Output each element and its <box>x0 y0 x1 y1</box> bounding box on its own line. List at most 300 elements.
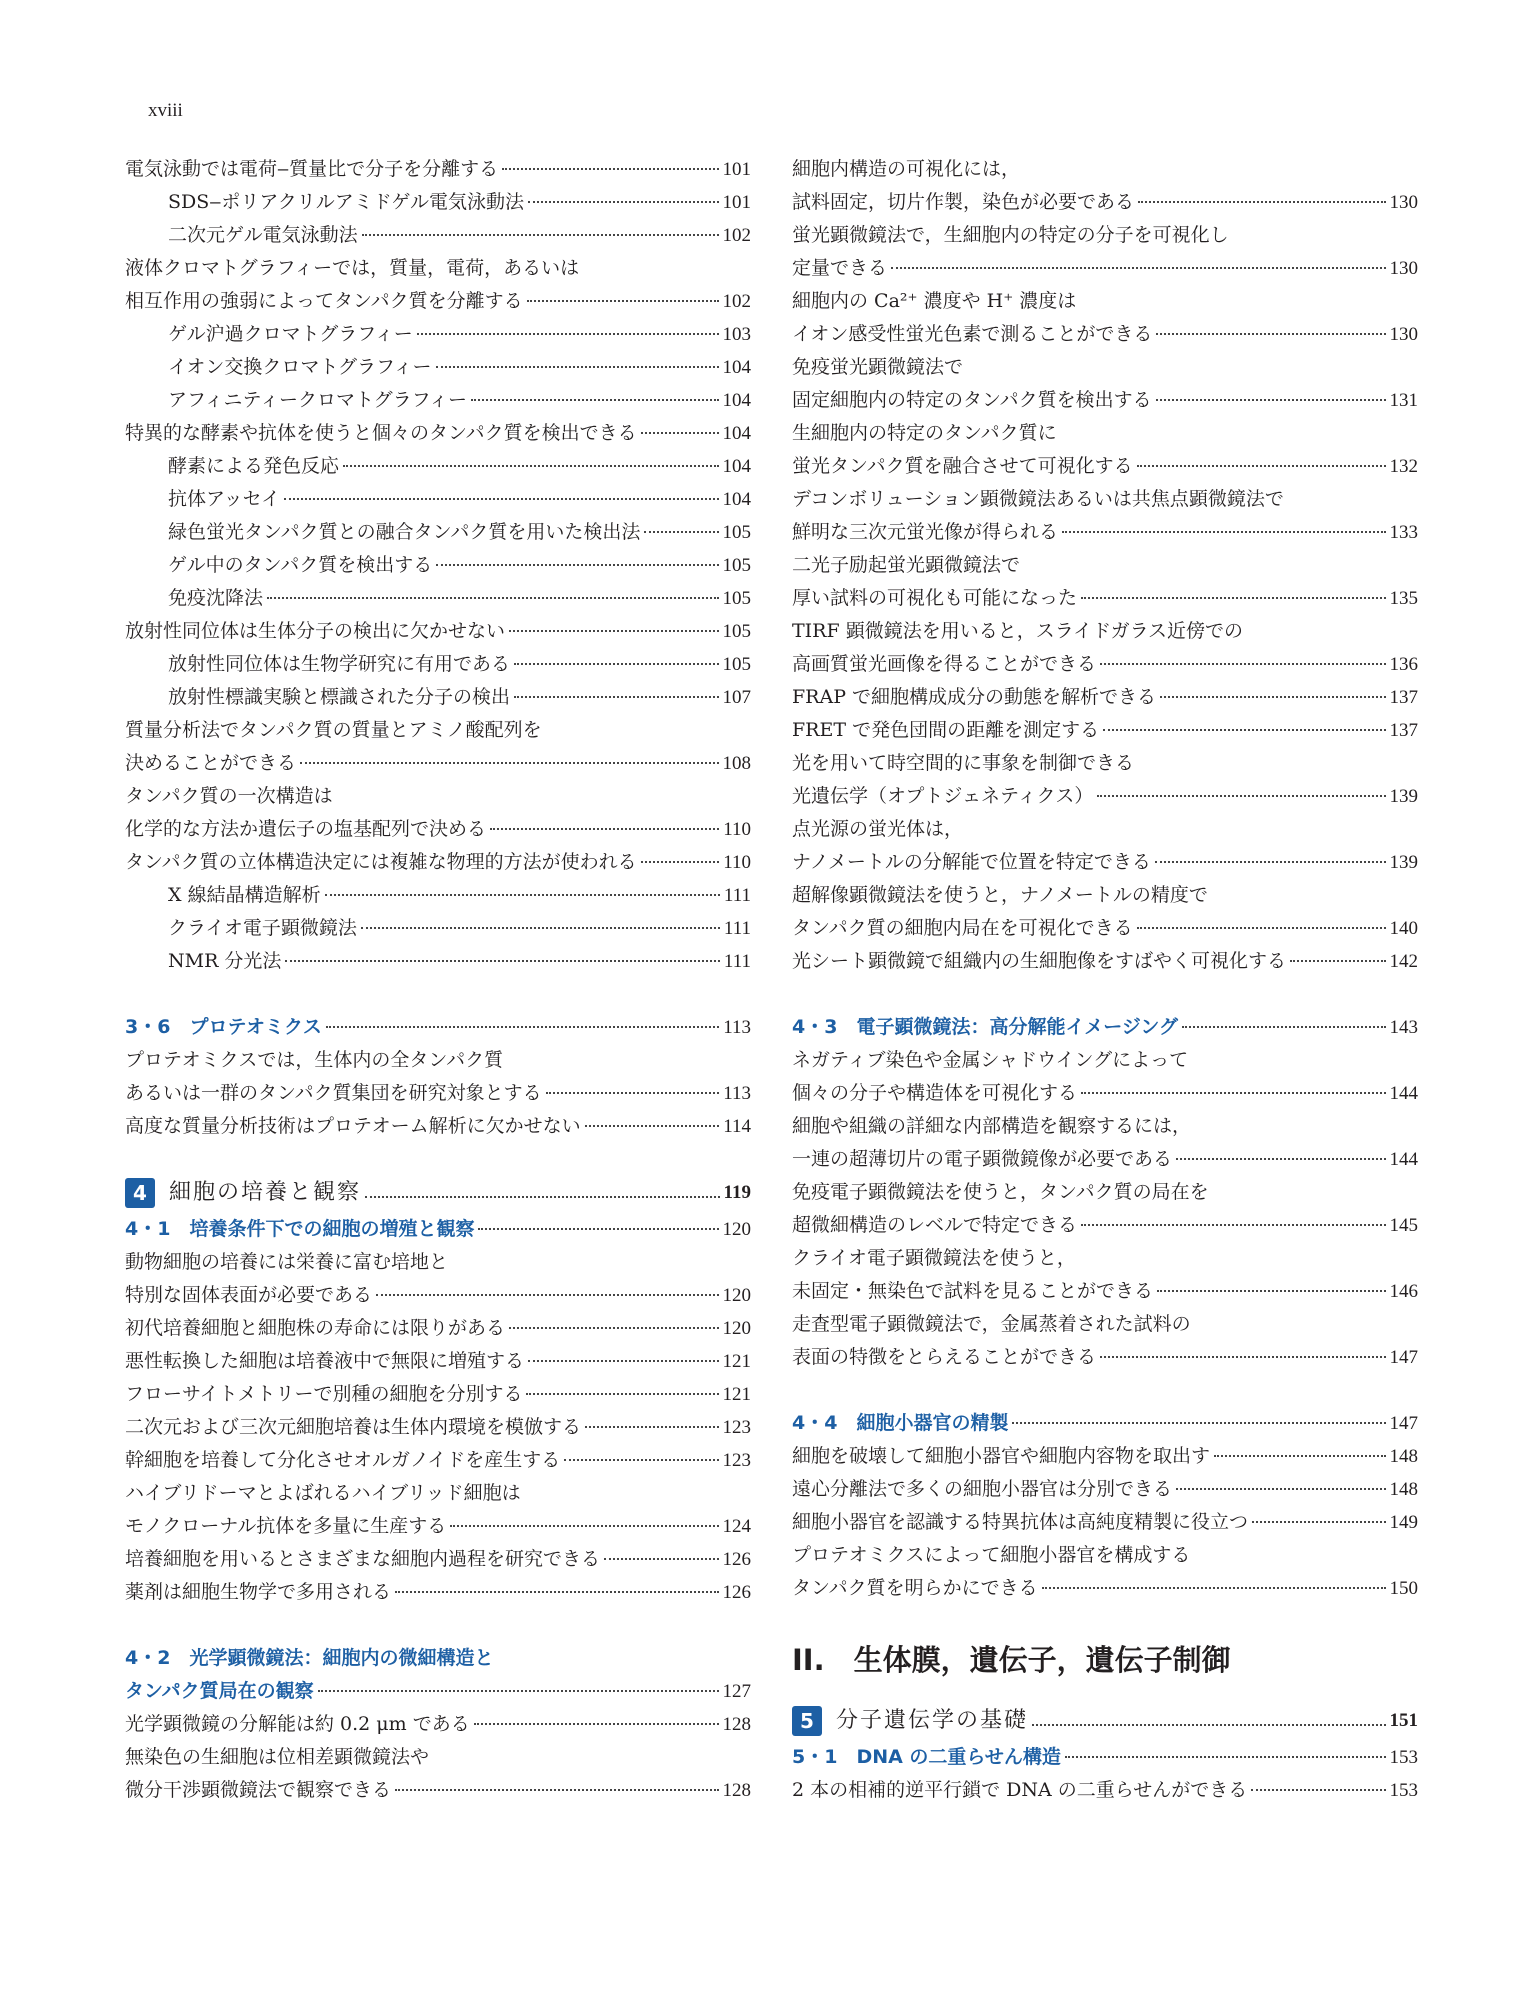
toc-entry[interactable] <box>125 1444 751 1477</box>
dot-leader <box>1137 927 1386 929</box>
entry-title: 4・3 電子顕微鏡法：高分解能イメージング <box>792 1016 1179 1038</box>
page-ref: 119 <box>723 1182 751 1203</box>
entry-title: 蛍光タンパク質を融合させて可視化する <box>792 455 1133 477</box>
page-ref: 130 <box>1389 324 1418 345</box>
toc-entry[interactable] <box>125 1345 751 1378</box>
entry-title: 抗体アッセイ <box>168 488 281 510</box>
entry-title: 光学顕微鏡の分解能は約 0.2 μm である <box>125 1713 470 1735</box>
entry-first-line: 質量分析法でタンパク質の質量とアミノ酸配列を <box>125 719 542 741</box>
part-2-title: II. 生体膜，遺伝子，遺伝子制御 <box>792 1643 1231 1677</box>
toc-entry[interactable] <box>792 1774 1418 1807</box>
page-ref: 102 <box>722 291 751 312</box>
dot-leader <box>1156 399 1386 401</box>
toc-block <box>125 1044 751 1143</box>
page-ref: 110 <box>723 852 751 873</box>
entry-title: タンパク質の立体構造決定には複雑な物理的方法が使われる <box>125 851 637 873</box>
entry-title: 決めることができる <box>125 752 297 774</box>
entry-title: 化学的な方法か遺伝子の塩基配列で決める <box>125 818 487 840</box>
toc-entry[interactable] <box>792 186 1418 219</box>
entry-title: SDS‒ポリアクリルアミドゲル電気泳動法 <box>168 191 525 213</box>
page-ref: 128 <box>722 1714 751 1735</box>
dot-leader <box>436 564 718 566</box>
dot-leader <box>526 1393 718 1395</box>
toc-subentry[interactable] <box>125 483 751 516</box>
chapter-4[interactable] <box>125 1173 751 1213</box>
section-heading[interactable] <box>792 1011 1418 1044</box>
entry-title: ゲル中のタンパク質を検出する <box>168 554 433 576</box>
toc-entry[interactable] <box>125 1110 751 1143</box>
page-ref: 143 <box>1389 1017 1418 1038</box>
toc-subentry[interactable] <box>125 549 751 582</box>
entry-title: NMR 分光法 <box>168 950 282 972</box>
page-ref: 104 <box>722 357 751 378</box>
toc-entry[interactable] <box>125 1279 751 1312</box>
entry-title: ナノメートルの分解能で位置を特定できる <box>792 851 1151 873</box>
dot-leader <box>641 432 719 434</box>
dot-leader <box>514 696 718 698</box>
page-number: xviii <box>148 100 183 121</box>
page-ref: 149 <box>1389 1512 1418 1533</box>
entry-title: 高画質蛍光画像を得ることができる <box>792 653 1097 675</box>
page-ref: 101 <box>722 192 751 213</box>
dot-leader <box>1012 1422 1385 1424</box>
toc-entry[interactable] <box>125 417 751 450</box>
dot-leader <box>326 1026 719 1028</box>
page-ref: 148 <box>1389 1479 1418 1500</box>
entry-first-line: 動物細胞の培養には栄養に富む培地と <box>125 1251 449 1273</box>
toc-entry[interactable] <box>125 615 751 648</box>
entry-title: 細胞小器官を認識する特異抗体は高純度精製に役立つ <box>792 1511 1249 1533</box>
entry-first-line: TIRF 顕微鏡法を用いると，スライドガラス近傍での <box>792 620 1243 642</box>
toc-entry[interactable] <box>792 912 1418 945</box>
page-ref: 113 <box>723 1017 751 1038</box>
entry-first-line: クライオ電子顕微鏡法を使うと， <box>792 1247 1076 1269</box>
entry-title: タンパク質を明らかにできる <box>792 1577 1038 1599</box>
toc-entry[interactable] <box>125 285 751 318</box>
toc-entry[interactable] <box>792 714 1418 747</box>
entry-title: タンパク質の細胞内局在を可視化できる <box>792 917 1133 939</box>
entry-title: 緑色蛍光タンパク質との融合タンパク質を用いた検出法 <box>168 521 641 543</box>
page-ref: 105 <box>722 522 751 543</box>
dot-leader <box>267 597 718 599</box>
entry-title: 二次元および三次元細胞培養は生体内環境を模倣する <box>125 1416 582 1438</box>
dot-leader <box>1100 1356 1385 1358</box>
entry-title: 特異的な酵素や抗体を使うと個々のタンパク質を検出できる <box>125 422 637 444</box>
entry-title: 3・6 プロテオミクス <box>125 1016 322 1038</box>
entry-title: 試料固定，切片作製，染色が必要である <box>792 191 1135 213</box>
dot-leader <box>365 1196 720 1198</box>
toc-entry[interactable] <box>125 1543 751 1576</box>
toc-subentry[interactable] <box>125 582 751 615</box>
page-ref: 132 <box>1389 456 1418 477</box>
toc-entry[interactable] <box>792 1341 1418 1374</box>
dot-leader <box>1157 1290 1385 1292</box>
page-ref: 139 <box>1389 786 1418 807</box>
page-ref: 103 <box>722 324 751 345</box>
entry-title: 超微細構造のレベルで特定できる <box>792 1214 1078 1236</box>
toc-subentry[interactable] <box>125 186 751 219</box>
page-ref: 105 <box>722 654 751 675</box>
entry-first-line: 蛍光顕微鏡法で，生細胞内の特定の分子を可視化し <box>792 224 1229 246</box>
entry-first-line: 生細胞内の特定のタンパク質に <box>792 422 1057 444</box>
dot-leader <box>1062 531 1385 533</box>
entry-title: FRAP で細胞構成成分の動態を解析できる <box>792 686 1157 708</box>
entry-title: 特別な固体表面が必要である <box>125 1284 373 1306</box>
toc-entry[interactable] <box>792 252 1418 285</box>
page-ref: 140 <box>1389 918 1418 939</box>
dot-leader <box>1252 1521 1385 1523</box>
entry-title: 微分干渉顕微鏡法で観察できる <box>125 1779 392 1801</box>
section-3-6[interactable] <box>125 1011 751 1044</box>
toc-entry[interactable] <box>125 1576 751 1609</box>
entry-title: 培養細胞を用いるとさまざまな細胞内過程を研究できる <box>125 1548 601 1570</box>
entry-first-line: 点光源の蛍光体は， <box>792 818 964 840</box>
entry-title: 酵素による発色反応 <box>168 455 340 477</box>
toc-entry[interactable] <box>792 582 1418 615</box>
toc-block <box>792 1044 1418 1374</box>
page-ref: 104 <box>722 423 751 444</box>
entry-title: あるいは一群のタンパク質集団を研究対象とする <box>125 1082 542 1104</box>
entry-first-line: 液体クロマトグラフィーでは，質量，電荷，あるいは <box>125 257 580 279</box>
page-ref: 114 <box>723 1116 751 1137</box>
toc-entry[interactable] <box>792 1077 1418 1110</box>
section-heading[interactable] <box>125 1011 751 1044</box>
dot-leader <box>1156 333 1385 335</box>
dot-leader <box>1065 1756 1386 1758</box>
toc-block <box>125 1246 751 1609</box>
page-ref: 139 <box>1389 852 1418 873</box>
page-ref: 142 <box>1389 951 1418 972</box>
entry-title: 幹細胞を培養して分化させオルガノイドを産生する <box>125 1449 561 1471</box>
entry-title: 放射性標識実験と標識された分子の検出 <box>168 686 511 708</box>
entry-title: 初代培養細胞と細胞株の寿命には限りがある <box>125 1317 506 1339</box>
toc-entry[interactable] <box>792 1473 1418 1506</box>
chapter-5[interactable] <box>792 1701 1418 1741</box>
page-ref: 135 <box>1389 588 1418 609</box>
section-5-1[interactable] <box>792 1741 1418 1774</box>
entry-title: 5・1 DNA の二重らせん構造 <box>792 1746 1061 1768</box>
toc-entry[interactable] <box>125 1708 751 1741</box>
dot-leader <box>436 366 719 368</box>
dot-leader <box>395 1789 718 1791</box>
toc-entry[interactable] <box>792 450 1418 483</box>
toc-block <box>792 1774 1418 1807</box>
toc-entry[interactable] <box>792 780 1418 813</box>
entry-first-line: 走査型電子顕微鏡法で，金属蒸着された試料の <box>792 1313 1191 1335</box>
toc-subentry[interactable] <box>125 648 751 681</box>
chapter-number-badge: 5 <box>792 1706 822 1736</box>
page-ref: 107 <box>722 687 751 708</box>
entry-title: X 線結晶構造解析 <box>168 884 321 906</box>
entry-first-line: 細胞や組織の詳細な内部構造を観察するには， <box>792 1115 1192 1137</box>
page-ref: 151 <box>1389 1710 1418 1731</box>
dot-leader <box>1081 1224 1385 1226</box>
toc-entry[interactable] <box>792 516 1418 549</box>
section-title-first-line: 4・2 光学顕微鏡法：細胞内の微細構造と <box>125 1647 494 1669</box>
entry-title: 遠心分離法で多くの細胞小器官は分別できる <box>792 1478 1173 1500</box>
dot-leader <box>490 828 719 830</box>
page-ref: 131 <box>1389 390 1418 411</box>
section-4-1[interactable] <box>125 1213 751 1246</box>
entry-title: 光シート顕微鏡で組織内の生細胞像をすばやく可視化する <box>792 950 1287 972</box>
dot-leader <box>1138 201 1385 203</box>
page-ref: 137 <box>1389 720 1418 741</box>
dot-leader <box>300 762 718 764</box>
dot-leader <box>1160 696 1385 698</box>
dot-leader <box>546 1092 720 1094</box>
toc-entry[interactable] <box>792 648 1418 681</box>
entry-title: 個々の分子や構造体を可視化する <box>792 1082 1078 1104</box>
toc-entry[interactable] <box>792 1209 1418 1242</box>
toc-entry[interactable] <box>792 1572 1418 1605</box>
dot-leader <box>1251 1789 1385 1791</box>
page-ref: 123 <box>722 1450 751 1471</box>
toc-subentry[interactable] <box>125 516 751 549</box>
section-heading[interactable] <box>125 1675 751 1708</box>
page-ref: 126 <box>722 1549 751 1570</box>
entry-title: 鮮明な三次元蛍光像が得られる <box>792 521 1059 543</box>
toc-entry[interactable] <box>125 1774 751 1807</box>
page-ref: 105 <box>722 588 751 609</box>
entry-first-line: 光を用いて時空間的に事象を制御できる <box>792 752 1135 774</box>
toc-block <box>125 153 751 978</box>
entry-first-line: 無染色の生細胞は位相差顕微鏡法や <box>125 1746 430 1768</box>
dot-leader <box>527 300 719 302</box>
dot-leader <box>585 1125 720 1127</box>
entry-title: フローサイトメトリーで別種の細胞を分別する <box>125 1383 523 1405</box>
page-ref: 145 <box>1389 1215 1418 1236</box>
dot-leader <box>1081 597 1385 599</box>
dot-leader <box>528 1360 718 1362</box>
toc-subentry[interactable] <box>125 219 751 252</box>
entry-title: 厚い試料の可視化も可能になった <box>792 587 1078 609</box>
toc-entry[interactable] <box>125 1378 751 1411</box>
toc-entry[interactable] <box>792 1275 1418 1308</box>
entry-first-line: タンパク質の一次構造は <box>125 785 333 807</box>
dot-leader <box>325 894 720 896</box>
page-ref: 123 <box>722 1417 751 1438</box>
dot-leader <box>1097 795 1385 797</box>
entry-first-line: プロテオミクスによって細胞小器官を構成する <box>792 1544 1191 1566</box>
entry-title: アフィニティークロマトグラフィー <box>168 389 468 411</box>
toc-entry[interactable] <box>792 1143 1418 1176</box>
page-ref: 111 <box>723 951 751 972</box>
dot-leader <box>1176 1488 1385 1490</box>
dot-leader <box>1137 465 1386 467</box>
dot-leader <box>1081 1092 1385 1094</box>
dot-leader <box>361 927 720 929</box>
page-ref: 137 <box>1389 687 1418 708</box>
dot-leader <box>891 267 1385 269</box>
entry-title: FRET で発色団間の距離を測定する <box>792 719 1100 741</box>
toc-entry[interactable] <box>125 1510 751 1543</box>
page-ref: 136 <box>1389 654 1418 675</box>
toc-entry[interactable] <box>792 1440 1418 1473</box>
toc-entry[interactable] <box>125 846 751 879</box>
entry-title: 電気泳動では電荷‒質量比で分子を分離する <box>125 158 499 180</box>
entry-title: 表面の特徴をとらえることができる <box>792 1346 1097 1368</box>
entry-title: 薬剤は細胞生物学で多用される <box>125 1581 392 1603</box>
entry-title: イオン感受性蛍光色素で測ることができる <box>792 323 1153 345</box>
toc-column-left <box>125 153 751 1807</box>
page-ref: 144 <box>1389 1149 1418 1170</box>
entry-title: 光遺伝学（オプトジェネティクス） <box>792 785 1094 807</box>
dot-leader <box>450 1525 718 1527</box>
entry-first-line: デコンボリューション顕微鏡法あるいは共焦点顕微鏡法で <box>792 488 1284 510</box>
entry-title: モノクローナル抗体を多量に生産する <box>125 1515 447 1537</box>
entry-title: 二次元ゲル電気泳動法 <box>168 224 358 246</box>
dot-leader <box>1103 729 1385 731</box>
toc-entry[interactable] <box>792 846 1418 879</box>
entry-title: 悪性転換した細胞は培養液中で無限に増殖する <box>125 1350 525 1372</box>
page-ref: 130 <box>1389 258 1418 279</box>
page-ref: 128 <box>722 1780 751 1801</box>
entry-title: 細胞を破壊して細胞小器官や細胞内容物を取出す <box>792 1445 1211 1467</box>
dot-leader <box>564 1459 718 1461</box>
toc-subentry[interactable] <box>125 318 751 351</box>
dot-leader <box>1176 1158 1385 1160</box>
dot-leader <box>376 1294 718 1296</box>
toc-entry[interactable] <box>125 1411 751 1444</box>
toc-subentry[interactable] <box>125 450 751 483</box>
page-ref: 150 <box>1389 1578 1418 1599</box>
dot-leader <box>471 399 718 401</box>
dot-leader <box>641 861 720 863</box>
entry-title: 2 本の相補的逆平行鎖で DNA の二重らせんができる <box>792 1779 1248 1801</box>
toc-block <box>792 153 1418 978</box>
entry-first-line: 超解像顕微鏡法を使うと，ナノメートルの精度で <box>792 884 1208 906</box>
dot-leader <box>474 1723 719 1725</box>
toc-subentry[interactable] <box>125 681 751 714</box>
page-ref: 111 <box>723 918 751 939</box>
entry-first-line: プロテオミクスでは，生体内の全タンパク質 <box>125 1049 504 1071</box>
page-ref: 104 <box>722 489 751 510</box>
page-ref: 146 <box>1389 1281 1418 1302</box>
entry-title: 4・4 細胞小器官の精製 <box>792 1412 1009 1434</box>
entry-title: 一連の超薄切片の電子顕微鏡像が必要である <box>792 1148 1173 1170</box>
entry-title: 未固定・無染色で試料を見ることができる <box>792 1280 1154 1302</box>
dot-leader <box>502 168 718 170</box>
page-ref: 126 <box>722 1582 751 1603</box>
toc-entry[interactable] <box>792 1506 1418 1539</box>
page-ref: 104 <box>722 456 751 477</box>
page-ref: 104 <box>722 390 751 411</box>
entry-first-line: 免疫電子顕微鏡法を使うと，タンパク質の局在を <box>792 1181 1209 1203</box>
dot-leader <box>284 498 718 500</box>
toc-entry[interactable] <box>792 945 1418 978</box>
toc-entry[interactable] <box>792 318 1418 351</box>
section-heading[interactable] <box>792 1741 1418 1774</box>
page-ref: 153 <box>1389 1747 1418 1768</box>
dot-leader <box>509 1327 718 1329</box>
section-4-2[interactable] <box>125 1642 751 1708</box>
toc-entry[interactable] <box>125 747 751 780</box>
toc-block <box>792 1440 1418 1605</box>
entry-first-line: 細胞内の Ca²⁺ 濃度や H⁺ 濃度は <box>792 290 1077 312</box>
page-ref: 121 <box>722 1384 751 1405</box>
toc-subentry[interactable] <box>125 879 751 912</box>
page-ref: 147 <box>1389 1347 1418 1368</box>
dot-leader <box>604 1558 718 1560</box>
page-ref: 130 <box>1389 192 1418 213</box>
page-ref: 105 <box>722 555 751 576</box>
toc-block <box>125 1708 751 1807</box>
dot-leader <box>514 663 718 665</box>
page-ref: 102 <box>722 225 751 246</box>
entry-title: 放射性同位体は生体分子の検出に欠かせない <box>125 620 506 642</box>
entry-title: 免疫沈降法 <box>168 587 264 609</box>
section-heading[interactable] <box>125 1213 751 1246</box>
dot-leader <box>1182 1026 1385 1028</box>
entry-title: イオン交換クロマトグラフィー <box>168 356 432 378</box>
page-ref: 120 <box>722 1318 751 1339</box>
entry-first-line: 細胞内構造の可視化には， <box>792 158 1021 180</box>
section-4-4[interactable] <box>792 1407 1418 1440</box>
page-ref: 111 <box>723 885 751 906</box>
toc-entry[interactable] <box>125 1077 751 1110</box>
dot-leader <box>285 960 719 962</box>
toc-entry[interactable] <box>125 153 751 186</box>
dot-leader <box>395 1591 718 1593</box>
dot-leader <box>1042 1587 1386 1589</box>
toc-entry[interactable] <box>125 813 751 846</box>
entry-title: 固定細胞内の特定のタンパク質を検出する <box>792 389 1152 411</box>
entry-first-line: ネガティブ染色や金属シャドウイングによって <box>792 1049 1189 1071</box>
toc-entry[interactable] <box>125 1312 751 1345</box>
entry-title: ゲル沪過クロマトグラフィー <box>168 323 413 345</box>
entry-title: タンパク質局在の観察 <box>125 1680 314 1702</box>
page-ref: 120 <box>722 1285 751 1306</box>
chapter-title: 分子遺伝学の基礎 <box>836 1708 1029 1733</box>
dot-leader <box>343 465 718 467</box>
page-ref: 110 <box>723 819 751 840</box>
entry-title: クライオ電子顕微鏡法 <box>168 917 357 939</box>
entry-first-line: 二光子励起蛍光顕微鏡法で <box>792 554 1021 576</box>
dot-leader <box>1100 663 1385 665</box>
entry-title: 放射性同位体は生物学研究に有用である <box>168 653 511 675</box>
page-ref: 121 <box>722 1351 751 1372</box>
entry-title: 4・1 培養条件下での細胞の増殖と観察 <box>125 1218 475 1240</box>
toc-entry[interactable] <box>792 681 1418 714</box>
entry-first-line: 免疫蛍光顕微鏡法で <box>792 356 964 378</box>
page-ref: 113 <box>723 1083 751 1104</box>
chapter-number-badge: 4 <box>125 1178 155 1208</box>
dot-leader <box>509 630 718 632</box>
dot-leader <box>1032 1724 1385 1726</box>
section-heading[interactable] <box>792 1407 1418 1440</box>
toc-entry[interactable] <box>792 384 1418 417</box>
dot-leader <box>585 1426 718 1428</box>
dot-leader <box>1214 1455 1385 1457</box>
page-ref: 153 <box>1389 1780 1418 1801</box>
dot-leader <box>528 201 718 203</box>
toc-subentry[interactable] <box>125 945 751 978</box>
page-ref: 124 <box>722 1516 751 1537</box>
toc-subentry[interactable] <box>125 384 751 417</box>
dot-leader <box>318 1690 719 1692</box>
page-ref: 101 <box>722 159 751 180</box>
entry-title: 相互作用の強弱によってタンパク質を分離する <box>125 290 523 312</box>
section-4-3[interactable] <box>792 1011 1418 1044</box>
entry-first-line: ハイブリドーマとよばれるハイブリッド細胞は <box>125 1482 521 1504</box>
toc-subentry[interactable] <box>125 912 751 945</box>
page-ref: 144 <box>1389 1083 1418 1104</box>
entry-title: 定量できる <box>792 257 888 279</box>
dot-leader <box>478 1228 718 1230</box>
page-ref: 127 <box>722 1681 751 1702</box>
dot-leader <box>417 333 719 335</box>
toc-subentry[interactable] <box>125 351 751 384</box>
